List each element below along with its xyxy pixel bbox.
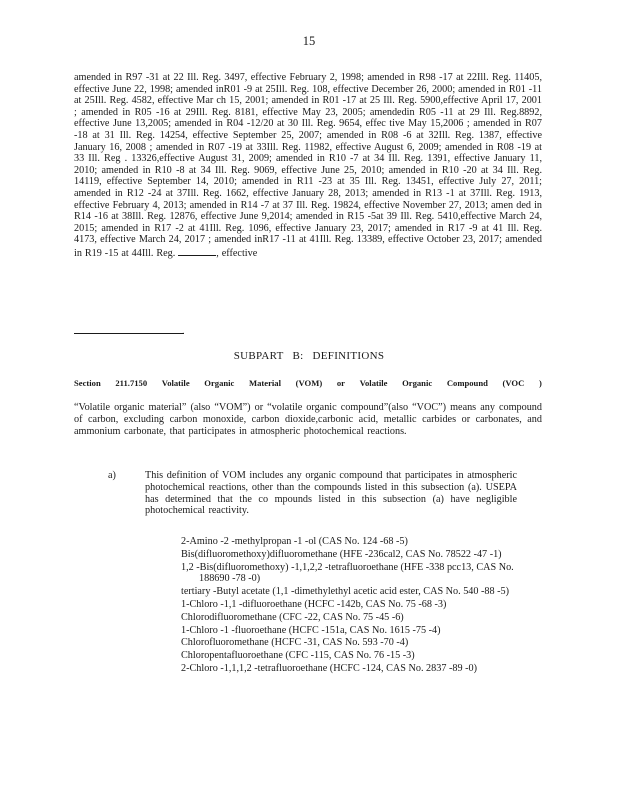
voc-definition: “Volatile organic material” (also “VOM”) or “volatile organic compound”(also “VOC”) means any compound of carbon, excluding carbon monoxide, carbon dioxide,carbonic acid, metallic carbides or carbonates, and ammonium carbonate, that participates in atmospheric photochemical reactions. xyxy=(74,402,542,437)
subpart-heading: SUBPART B: DEFINITIONS xyxy=(233,350,385,362)
compound-entry: 1,2 -Bis(difluoromethoxy) -1,1,2,2 -tetrafluoroethane (HFE -338 pcc13, CAS No. 188690 -78 -0) xyxy=(181,561,514,585)
rule-period: . xyxy=(182,326,185,337)
section-heading-word: Organic xyxy=(204,378,235,388)
subsection-a-text: This definition of VOM includes any organic compound that participates in atmospheric photochemical reactions, other than the compounds listed in this subsection (a). USEPA has determined that the co mpounds listed in this subsection (a) have negligible photochemical reactivity. xyxy=(145,470,517,517)
compound-entry: 1-Chloro -1,1 -difluoroethane (HCFC -142b, CAS No. 75 -68 -3) xyxy=(181,598,447,610)
blank-register-page xyxy=(178,246,216,256)
page-number: 15 xyxy=(302,34,316,48)
compound-entry: Chlorofluoromethane (HCFC -31, CAS No. 593 -70 -4) xyxy=(181,637,409,649)
compound-entry: 1-Chloro -1 -fluoroethane (HCFC -151a, CAS No. 1615 -75 -4) xyxy=(181,624,441,636)
section-heading-word: Organic xyxy=(402,378,433,388)
section-heading-word: (VOM) xyxy=(295,378,323,388)
signature-rule xyxy=(74,333,184,334)
exempt-compound-list xyxy=(181,536,541,676)
compound-entry: Chloropentafluoroethane (CFC -115, CAS No. 76 -15 -3) xyxy=(181,650,415,662)
section-heading-word: or xyxy=(336,378,345,388)
amendment-history xyxy=(74,72,542,260)
section-heading-word: 211.7150 xyxy=(115,378,148,388)
section-heading-word: Volatile xyxy=(161,378,190,388)
section-heading-word: (VOC xyxy=(502,378,525,388)
compound-entry: 2-Amino -2 -methylpropan -1 -ol (CAS No. 124 -68 -5) xyxy=(181,536,408,547)
compound-entry: 2-Chloro -1,1,1,2 -tetrafluoroethane (HCFC -124, CAS No. 2837 -89 -0) xyxy=(181,662,477,674)
section-heading-word: Material xyxy=(249,378,281,388)
section-heading-word: Section xyxy=(74,378,101,388)
section-heading xyxy=(74,378,542,388)
compound-entry: Bis(difluoromethoxy)difluoromethane (HFE -236cal2, CAS No. 78522 -47 -1) xyxy=(181,548,502,560)
compound-entry: Chlorodifluoromethane (CFC -22, CAS No. 75 -45 -6) xyxy=(181,611,404,623)
section-heading-word: Compound xyxy=(446,378,488,388)
amendment-history-text: amended in R97 -31 at 22 Ill. Reg. 3497, effective February 2, 1998; amended in R98 -17 at 22Ill. Reg. 11405, effective June 22, 1998; amended inR01 -9 at 25Ill. Reg. 108, effective December 26, 2000; amended in R01 -11 at 25Ill. Reg. 4582, effective Mar ch 15, 2001; amended in R01 -17 at 25 Ill. Reg. 5900,effective April 17, 2001 ; amended in R05 -16 at 29Ill. Reg. 8181, effective May 23, 2005; amendedin R05 -11 at 29 Ill. Reg.8892, effective June 13,2005; amended in R04 -12/20 at 30 Ill. Reg. 9654, effec tive May 15,2006 ; amended in R07 -18 at 31 Ill. Reg. 14254, effective September 25, 2007; amended in R08 -6 at 32Ill. Reg. 1387, effective January 16, 2008 ; amended in R07 -19 at 33Ill. Reg. 11982, effective August 6, 2009; amended in R08 -19 at 33 Ill. Reg . 13326,effective August 31, 2009; amended in R10 -7 at 34 Ill. Reg. 1391, effective January 11, 2010; amended in R10 -8 at 34 Ill. Reg. 9069, effective June 25, 2010; amended in R10 -20 at 34 Ill. Reg. 14119, effective September 14, 2010; amended in R11 -23 at 35 Ill. Reg. 13451, effective July 27, 2011; amended in R12 -24 at 37Ill. Reg. 1662, effective January 28, 2013; amended in R13 -1 at 37Ill. Reg. 1913, effective February 4, 2013; amended in R14 -7 at 37 Ill. Reg. 19824, effective November 27, 2013; amen ded in R14 -16 at 38Ill. Reg. 12876, effective June 9,2014; amended in R15 -5at 39 Ill. Reg. 5410,effective March 24, 2015; amended in R17 -2 at 41Ill. Reg. 1096, effective January 23, 2017; amended in R17 -9 at 41 Ill. Reg. 4173, effective March 24, 2017 ; amended inR17 -11 at 41Ill. Reg. 13389, effective October 23, 2017; amended in R19 -15 at 44Ill. Reg. xyxy=(74,72,542,259)
compound-entry: tertiary -Butyl acetate (1,1 -dimethylethyl acetic acid ester, CAS No. 540 -88 -5) xyxy=(181,586,510,598)
section-heading-word: ) xyxy=(538,378,542,388)
amendment-history-tail: , effective xyxy=(216,247,258,259)
section-heading-word: Volatile xyxy=(359,378,388,388)
subsection-a-marker: a) xyxy=(108,470,116,481)
